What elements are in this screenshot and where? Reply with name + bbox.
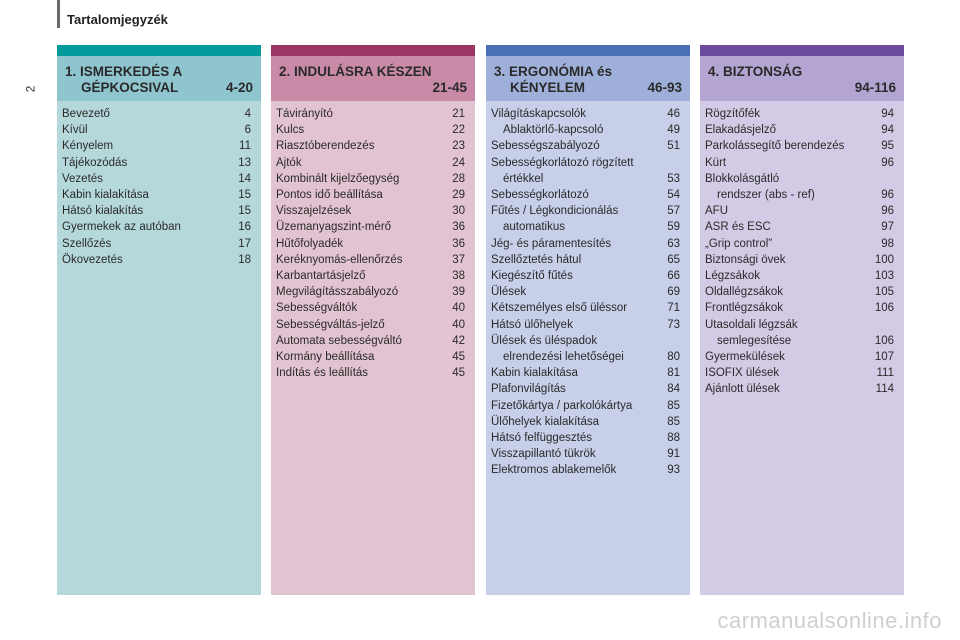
toc-entry[interactable]: [491, 187, 680, 203]
toc-entry[interactable]: [276, 236, 465, 252]
toc-entry-title: rendszer (abs - ref): [717, 189, 815, 202]
toc-entry-title: Jég- és páramentesítés: [491, 237, 612, 250]
toc-entry[interactable]: [705, 300, 894, 316]
toc-entry-page: 65: [667, 253, 680, 266]
section-items: [271, 101, 475, 595]
toc-entry-page: 23: [452, 140, 465, 153]
toc-entry-title: Elakadásjelző: [705, 124, 776, 137]
toc-entry[interactable]: [276, 349, 465, 365]
toc-entry-page: 69: [667, 286, 680, 299]
toc-entry[interactable]: [62, 203, 251, 219]
toc-entry-page: 14: [238, 172, 251, 185]
toc-entry-title: Kiegészítő fűtés: [491, 270, 573, 283]
toc-entry-page: 94: [881, 108, 894, 120]
toc-entry-page: 105: [874, 286, 894, 299]
section-ergonomia: [486, 45, 690, 595]
toc-entry-title: Pontos idő beállítása: [276, 189, 383, 202]
toc-entry-page: 15: [238, 189, 251, 202]
toc-entry[interactable]: [491, 300, 680, 316]
toc-entry[interactable]: [62, 187, 251, 203]
toc-entry-page: 97: [881, 221, 894, 234]
section-title-line1: 2. INDULÁSRA KÉSZEN: [279, 64, 432, 79]
toc-entry-title: Automata sebességváltó: [276, 334, 402, 347]
toc-entry-title: Parkolássegítő berendezés: [705, 140, 845, 153]
toc-entry-page: 18: [238, 253, 251, 266]
section-title-line1: 1. ISMERKEDÉS A: [65, 64, 183, 79]
toc-entry-title: Kabin kialakítása: [62, 189, 149, 202]
toc-entry-title: Kívül: [62, 124, 88, 137]
toc-entry-title: Sebességváltás-jelző: [276, 318, 385, 331]
toc-entry-page: 57: [667, 205, 680, 218]
section-items: [700, 101, 904, 595]
section-items: [57, 101, 261, 595]
toc-entry-page: 100: [874, 253, 894, 266]
toc-entry[interactable]: [705, 381, 894, 397]
toc-entry-title: Kulcs: [276, 124, 305, 137]
toc-entry[interactable]: [62, 252, 251, 268]
header-rule: [57, 0, 60, 28]
toc-entry-title: Sebességváltók: [276, 302, 358, 315]
toc-entry[interactable]: [491, 462, 680, 478]
toc-entry-page: 30: [452, 205, 465, 218]
toc-entry-page: 16: [238, 221, 251, 234]
toc-entry-page: 24: [452, 156, 465, 169]
toc-entry[interactable]: [276, 268, 465, 284]
section-biztonsag: [700, 45, 904, 595]
toc-entry[interactable]: [491, 106, 680, 122]
toc-entry-title: Karbantartásjelző: [276, 270, 366, 283]
toc-entry[interactable]: [491, 333, 680, 349]
toc-entry-page: 28: [452, 172, 465, 185]
toc-entry-title: Elektromos ablakemelők: [491, 464, 617, 477]
toc-entry[interactable]: [705, 349, 894, 365]
toc-entry[interactable]: [62, 155, 251, 171]
toc-entry[interactable]: [62, 236, 251, 252]
toc-entry-title: Sebességszabályozó: [491, 140, 600, 153]
section-title-line2: KÉNYELEM: [510, 80, 586, 95]
toc-entry-title: Szellőztetés hátul: [491, 253, 582, 266]
toc-entry[interactable]: [491, 138, 680, 154]
toc-entry-title: Hátsó kialakítás: [62, 205, 144, 218]
toc-entry[interactable]: [705, 284, 894, 300]
toc-entry-title: automatikus: [503, 221, 566, 234]
toc-entry[interactable]: [491, 219, 680, 235]
toc-entry[interactable]: [491, 381, 680, 397]
section-header[interactable]: [57, 56, 261, 101]
toc-entry[interactable]: [276, 333, 465, 349]
section-header[interactable]: [486, 56, 690, 101]
toc-entry-title: Biztonsági övek: [705, 253, 786, 266]
toc-entry-title: Szellőzés: [62, 237, 112, 250]
toc-entry-page: 73: [667, 318, 680, 331]
toc-entry-title: Ajtók: [276, 156, 302, 169]
toc-entry[interactable]: [705, 365, 894, 381]
toc-entry-page: 103: [874, 270, 894, 283]
toc-entry-title: Ökovezetés: [62, 253, 123, 266]
toc-entry-title: Megvilágításszabályozó: [276, 286, 399, 299]
toc-entry-title: Hátsó ülőhelyek: [491, 318, 573, 331]
toc-entry-title: értékkel: [503, 172, 544, 185]
toc-entry[interactable]: [705, 219, 894, 235]
toc-entry[interactable]: [491, 349, 680, 365]
section-ismerkedes: [57, 45, 261, 595]
toc-entry[interactable]: [276, 187, 465, 203]
toc-entry-title: Sebességkorlátozó rögzített: [491, 156, 634, 169]
toc-entry[interactable]: [491, 122, 680, 138]
section-color-bar: [271, 45, 475, 56]
toc-entry-title: Utasoldali légzsák: [705, 318, 798, 331]
toc-entry-page: 36: [452, 221, 465, 234]
page-title: Tartalomjegyzék: [67, 12, 168, 27]
toc-entry-title: ASR és ESC: [705, 221, 771, 234]
toc-entry[interactable]: [705, 268, 894, 284]
toc-entry-page: 111: [876, 367, 894, 380]
toc-entry[interactable]: [491, 155, 680, 171]
toc-entry[interactable]: [276, 219, 465, 235]
toc-entry-title: Légzsákok: [705, 270, 760, 283]
toc-entry-title: Hátsó felfüggesztés: [491, 432, 593, 445]
toc-entry-page: 80: [667, 351, 680, 364]
toc-entry-title: Keréknyomás-ellenőrzés: [276, 253, 403, 266]
toc-entry-page: 21: [452, 108, 465, 120]
section-color-bar: [486, 45, 690, 56]
watermark: carmanualsonline.info: [717, 608, 942, 633]
section-title-line1: 4. BIZTONSÁG: [708, 64, 803, 79]
toc-entry[interactable]: [705, 203, 894, 219]
toc-entry-page: 93: [667, 464, 680, 477]
toc-entry-page: 6: [244, 124, 251, 137]
toc-entry-title: semlegesítése: [717, 334, 792, 347]
toc-entry[interactable]: [705, 252, 894, 268]
toc-entry-title: Kormány beállítása: [276, 351, 375, 364]
section-page-range: 21-45: [432, 80, 467, 95]
toc-entry[interactable]: [276, 171, 465, 187]
toc-entry-page: 45: [452, 367, 465, 380]
toc-entry-title: Oldallégzsákok: [705, 286, 783, 299]
toc-entry-page: 96: [881, 189, 894, 202]
toc-entry-page: 81: [667, 367, 680, 380]
toc-entry[interactable]: [491, 268, 680, 284]
toc-entry-page: 106: [874, 302, 894, 315]
toc-entry-page: 106: [874, 334, 894, 347]
toc-entry-page: 40: [452, 302, 465, 315]
toc-entry-page: 63: [667, 237, 680, 250]
toc-entry-page: 96: [881, 156, 894, 169]
toc-entry[interactable]: [491, 414, 680, 430]
toc-entry-page: 107: [874, 351, 894, 364]
toc-entry-title: Kétszemélyes első üléssor: [491, 302, 628, 315]
section-page-range: 4-20: [225, 80, 253, 95]
toc-entry[interactable]: [705, 171, 894, 187]
toc-entry-title: AFU: [705, 205, 728, 218]
toc-entry-page: 51: [667, 140, 680, 153]
toc-entry-page: 66: [667, 270, 680, 283]
toc-entry-page: 49: [667, 124, 680, 137]
toc-entry[interactable]: [491, 398, 680, 414]
toc-entry-page: 59: [667, 221, 680, 234]
toc-entry[interactable]: [62, 106, 251, 122]
section-color-bar: [57, 45, 261, 56]
toc-entry-page: 13: [238, 156, 251, 169]
toc-entry-title: Gyermekek az autóban: [62, 221, 181, 234]
toc-entry[interactable]: [491, 171, 680, 187]
toc-entry-title: Tájékozódás: [62, 156, 128, 169]
toc-entry[interactable]: [276, 317, 465, 333]
toc-entry[interactable]: [705, 333, 894, 349]
toc-entry-page: 29: [452, 189, 465, 202]
toc-entry-title: Visszajelzések: [276, 205, 352, 218]
toc-entry[interactable]: [491, 365, 680, 381]
toc-entry-title: Vezetés: [62, 172, 103, 185]
toc-entry-title: Rögzítőfék: [705, 108, 760, 120]
toc-entry-page: 17: [238, 237, 251, 250]
toc-entry[interactable]: [491, 284, 680, 300]
section-indulasra-keszen: [271, 45, 475, 595]
toc-entry-title: Ülések: [491, 286, 527, 299]
toc-entry[interactable]: [276, 365, 465, 381]
toc-entry-page: 94: [881, 124, 894, 137]
toc-entry-page: 91: [667, 448, 680, 461]
toc-entry[interactable]: [276, 122, 465, 138]
toc-entry-title: Visszapillantó tükrök: [491, 448, 596, 461]
toc-entry[interactable]: [276, 203, 465, 219]
toc-entry-title: Frontlégzsákok: [705, 302, 783, 315]
toc-entry[interactable]: [276, 155, 465, 171]
toc-entry-page: 88: [667, 432, 680, 445]
toc-entry[interactable]: [491, 446, 680, 462]
toc-entry-title: Fűtés / Légkondicionálás: [491, 205, 619, 218]
toc-entry-page: 54: [667, 189, 680, 202]
toc-entry-page: 42: [452, 334, 465, 347]
toc-entry-title: Kabin kialakítása: [491, 367, 578, 380]
toc-entry-page: 15: [238, 205, 251, 218]
toc-entry-page: 53: [667, 172, 680, 185]
toc-entry-page: 22: [452, 124, 465, 137]
toc-entry-title: Kürt: [705, 156, 727, 169]
toc-entry-title: Riasztóberendezés: [276, 140, 375, 153]
toc-entry-page: 114: [875, 383, 894, 396]
toc-entry-page: 38: [452, 270, 465, 283]
toc-entry[interactable]: [62, 219, 251, 235]
toc-entry-title: elrendezési lehetőségei: [503, 351, 624, 364]
toc-entry-page: 11: [239, 140, 251, 153]
toc-entry-title: Plafonvilágítás: [491, 383, 566, 396]
toc-entry[interactable]: [276, 284, 465, 300]
toc-entry-page: 46: [667, 108, 680, 120]
toc-entry[interactable]: [705, 155, 894, 171]
section-page-range: 46-93: [647, 80, 682, 95]
toc-entry[interactable]: [491, 236, 680, 252]
toc-entry-page: 85: [667, 399, 680, 412]
toc-entry-title: Üzemanyagszint-mérő: [276, 221, 392, 234]
toc-entry[interactable]: [276, 106, 465, 122]
section-header[interactable]: [271, 56, 475, 101]
toc-entry-page: 36: [452, 237, 465, 250]
section-color-bar: [700, 45, 904, 56]
toc-entry-page: 85: [667, 415, 680, 428]
toc-entry[interactable]: [276, 252, 465, 268]
toc-entry[interactable]: [705, 317, 894, 333]
toc-entry-page: 45: [452, 351, 465, 364]
section-items: [486, 101, 690, 595]
toc-entry-page: 96: [881, 205, 894, 218]
toc-entry[interactable]: [705, 236, 894, 252]
section-page-range: 94-116: [854, 80, 896, 95]
toc-entry[interactable]: [276, 300, 465, 316]
toc-entry-title: Sebességkorlátozó: [491, 189, 589, 202]
toc-entry-title: Ülések és üléspadok: [491, 334, 598, 347]
toc-entry-title: Gyermekülések: [705, 351, 785, 364]
toc-entry-title: Hűtőfolyadék: [276, 237, 344, 250]
section-title-line2: GÉPKOCSIVAL: [81, 80, 179, 95]
toc-entry-title: ISOFIX ülések: [705, 367, 780, 380]
toc-entry-title: Ülőhelyek kialakítása: [491, 415, 600, 428]
toc-entry[interactable]: [705, 138, 894, 154]
toc-entry[interactable]: [491, 430, 680, 446]
toc-entry-title: Ablaktörlő-kapcsoló: [503, 124, 604, 137]
toc-entry-title: Távirányító: [276, 108, 333, 120]
toc-entry-page: 95: [881, 140, 894, 153]
toc-entry-title: Blokkolásgátló: [705, 172, 780, 185]
toc-entry[interactable]: [705, 187, 894, 203]
toc-entry-title: Ajánlott ülések: [705, 383, 780, 396]
toc-entry[interactable]: [491, 252, 680, 268]
toc-entry-page: 37: [452, 253, 465, 266]
toc-entry-title: Kényelem: [62, 140, 114, 153]
toc-entry-page: 40: [452, 318, 465, 331]
toc-entry-page: 71: [667, 302, 680, 315]
toc-entry[interactable]: [491, 203, 680, 219]
toc-entry[interactable]: [491, 317, 680, 333]
toc-entry-page: 39: [452, 286, 465, 299]
toc-entry[interactable]: [705, 122, 894, 138]
toc-entry-title: Indítás és leállítás: [276, 367, 369, 380]
toc-entry-title: Fizetőkártya / parkolókártya: [491, 399, 633, 412]
toc-entry[interactable]: [62, 171, 251, 187]
toc-entry-title: Kombinált kijelzőegység: [276, 172, 400, 185]
toc-entry[interactable]: [62, 122, 251, 138]
toc-entry-title: Világításkapcsolók: [491, 108, 587, 120]
section-header[interactable]: [700, 56, 904, 101]
section-title-line1: 3. ERGONÓMIA és: [494, 64, 613, 79]
page-number: 2: [23, 85, 38, 93]
toc-entry[interactable]: [276, 138, 465, 154]
toc-entry[interactable]: [705, 106, 894, 122]
toc-entry-page: 84: [667, 383, 680, 396]
toc-entry-page: 4: [244, 108, 251, 120]
toc-entry-page: 98: [881, 237, 894, 250]
toc-entry-title: „Grip control”: [705, 237, 773, 250]
toc-entry[interactable]: [62, 138, 251, 154]
toc-entry-title: Bevezető: [62, 108, 110, 120]
